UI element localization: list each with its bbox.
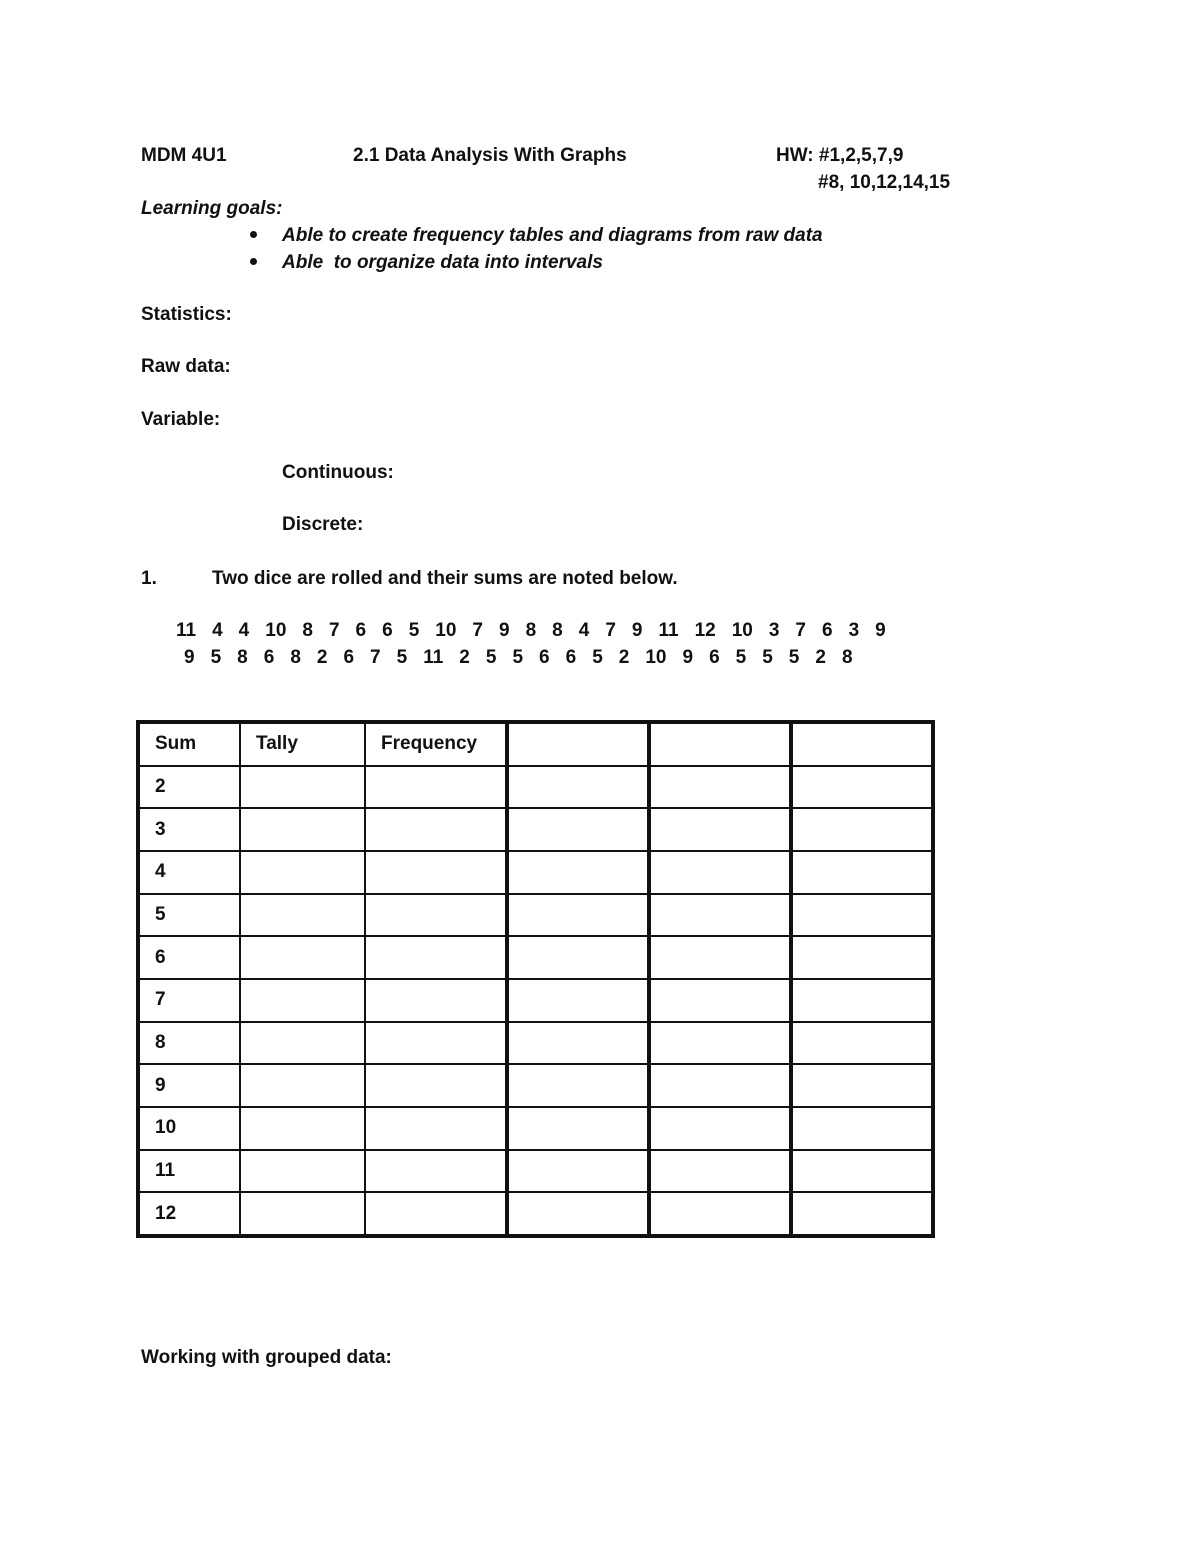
- table-row: [138, 1107, 933, 1150]
- table-row: [138, 936, 933, 979]
- sum-cell: 2: [138, 766, 240, 809]
- blank-cell: [649, 894, 791, 937]
- table-row: [138, 1022, 933, 1065]
- table-row: [138, 851, 933, 894]
- raw-data-value: 6: [343, 647, 355, 668]
- term-discrete: Discrete:: [282, 514, 364, 535]
- blank-cell: [791, 1150, 933, 1193]
- raw-data-value: 5: [210, 647, 222, 668]
- blank-cell: [240, 766, 365, 809]
- sum-cell: 12: [138, 1192, 240, 1236]
- blank-cell: [507, 1192, 649, 1236]
- raw-data-value: 5: [408, 620, 420, 641]
- raw-data-row-1: [176, 621, 902, 640]
- table-header-cell: [791, 722, 933, 766]
- blank-cell: [791, 1022, 933, 1065]
- sum-cell: 11: [138, 1150, 240, 1193]
- sum-cell: 7: [138, 979, 240, 1022]
- raw-data-value: 7: [605, 620, 616, 641]
- table-row: [138, 808, 933, 851]
- raw-data-value: 6: [822, 620, 833, 641]
- blank-cell: [240, 1150, 365, 1193]
- blank-cell: [240, 936, 365, 979]
- blank-cell: [791, 979, 933, 1022]
- raw-data-value: 8: [302, 620, 313, 641]
- blank-cell: [507, 979, 649, 1022]
- blank-cell: [791, 1064, 933, 1107]
- learning-goal-item: Able to create frequency tables and diagrams from raw data: [282, 225, 823, 246]
- homework-line-2: #8, 10,12,14,15: [818, 172, 951, 193]
- raw-data-value: 9: [499, 620, 510, 641]
- table-header-cell: Frequency: [365, 722, 507, 766]
- blank-cell: [365, 894, 507, 937]
- frequency-table: [136, 720, 935, 1238]
- question-text: Two dice are rolled and their sums are noted below.: [212, 568, 678, 589]
- blank-cell: [365, 1192, 507, 1236]
- raw-data-value: 5: [735, 647, 747, 668]
- raw-data-value: 12: [694, 620, 716, 641]
- raw-data-value: 6: [709, 647, 720, 668]
- blank-cell: [507, 1064, 649, 1107]
- raw-data-value: 5: [592, 647, 603, 668]
- blank-cell: [507, 766, 649, 809]
- table-row: [138, 1150, 933, 1193]
- raw-data-value: 11: [658, 620, 679, 641]
- grouped-data-heading: Working with grouped data:: [141, 1347, 392, 1368]
- blank-cell: [240, 894, 365, 937]
- raw-data-value: 11: [423, 647, 444, 668]
- term-statistics: Statistics:: [141, 304, 232, 325]
- blank-cell: [507, 1022, 649, 1065]
- raw-data-value: 7: [328, 620, 340, 641]
- sum-cell: 4: [138, 851, 240, 894]
- raw-data-row-2: [184, 648, 869, 667]
- raw-data-value: 2: [316, 647, 328, 668]
- raw-data-value: 3: [848, 620, 860, 641]
- raw-data-value: 3: [768, 620, 780, 641]
- raw-data-value: 2: [459, 647, 470, 668]
- raw-data-value: 5: [396, 647, 408, 668]
- raw-data-value: 8: [237, 647, 248, 668]
- blank-cell: [507, 936, 649, 979]
- raw-data-value: 6: [263, 647, 275, 668]
- blank-cell: [649, 1107, 791, 1150]
- raw-data-value: 8: [552, 620, 563, 641]
- raw-data-value: 8: [525, 620, 537, 641]
- term-raw-data: Raw data:: [141, 356, 231, 377]
- blank-cell: [507, 894, 649, 937]
- blank-cell: [791, 936, 933, 979]
- learning-goal-item: Able to organize data into intervals: [282, 252, 603, 273]
- raw-data-value: 5: [512, 647, 524, 668]
- blank-cell: [365, 979, 507, 1022]
- table-header-cell: Tally: [240, 722, 365, 766]
- raw-data-value: 4: [212, 620, 223, 641]
- blank-cell: [507, 1107, 649, 1150]
- blank-cell: [240, 851, 365, 894]
- homework-line-1: HW: #1,2,5,7,9: [776, 145, 904, 166]
- raw-data-value: 4: [238, 620, 250, 641]
- blank-cell: [791, 1192, 933, 1236]
- table-row: [138, 1192, 933, 1236]
- sum-cell: 9: [138, 1064, 240, 1107]
- blank-cell: [240, 808, 365, 851]
- table-header-cell: Sum: [138, 722, 240, 766]
- blank-cell: [240, 1192, 365, 1236]
- table-row: [138, 894, 933, 937]
- table-header-row: [138, 722, 933, 766]
- blank-cell: [240, 979, 365, 1022]
- blank-cell: [240, 1064, 365, 1107]
- blank-cell: [507, 808, 649, 851]
- sum-cell: 6: [138, 936, 240, 979]
- blank-cell: [365, 1022, 507, 1065]
- blank-cell: [507, 1150, 649, 1193]
- term-continuous: Continuous:: [282, 462, 394, 483]
- raw-data-value: 5: [485, 647, 497, 668]
- raw-data-value: 10: [265, 620, 287, 641]
- blank-cell: [649, 1022, 791, 1065]
- table-row: [138, 766, 933, 809]
- raw-data-value: 2: [618, 647, 630, 668]
- blank-cell: [240, 1107, 365, 1150]
- table-row: [138, 979, 933, 1022]
- blank-cell: [365, 851, 507, 894]
- raw-data-value: 2: [815, 647, 826, 668]
- raw-data-value: 7: [795, 620, 806, 641]
- bullet-icon: [250, 231, 257, 238]
- raw-data-value: 6: [565, 647, 577, 668]
- blank-cell: [649, 979, 791, 1022]
- raw-data-value: 6: [382, 620, 393, 641]
- raw-data-value: 11: [176, 620, 197, 641]
- raw-data-value: 10: [435, 620, 457, 641]
- sum-cell: 5: [138, 894, 240, 937]
- blank-cell: [649, 1064, 791, 1107]
- raw-data-value: 10: [731, 620, 753, 641]
- raw-data-value: 7: [472, 620, 483, 641]
- blank-cell: [365, 808, 507, 851]
- table-header-cell: [649, 722, 791, 766]
- blank-cell: [507, 851, 649, 894]
- page-title: 2.1 Data Analysis With Graphs: [353, 145, 627, 166]
- blank-cell: [365, 766, 507, 809]
- sum-cell: 3: [138, 808, 240, 851]
- blank-cell: [365, 1150, 507, 1193]
- blank-cell: [791, 1107, 933, 1150]
- blank-cell: [649, 851, 791, 894]
- blank-cell: [365, 1107, 507, 1150]
- blank-cell: [649, 936, 791, 979]
- sum-cell: 10: [138, 1107, 240, 1150]
- blank-cell: [649, 766, 791, 809]
- question-number: 1.: [141, 568, 157, 589]
- raw-data-value: 6: [355, 620, 367, 641]
- blank-cell: [240, 1022, 365, 1065]
- raw-data-value: 5: [788, 647, 800, 668]
- raw-data-value: 8: [290, 647, 301, 668]
- table-row: [138, 1064, 933, 1107]
- sum-cell: 8: [138, 1022, 240, 1065]
- blank-cell: [791, 808, 933, 851]
- blank-cell: [791, 766, 933, 809]
- blank-cell: [365, 1064, 507, 1107]
- blank-cell: [649, 1150, 791, 1193]
- raw-data-value: 9: [682, 647, 694, 668]
- raw-data-value: 9: [184, 647, 195, 668]
- raw-data-value: 8: [841, 647, 853, 668]
- blank-cell: [791, 851, 933, 894]
- raw-data-value: 9: [875, 620, 886, 641]
- raw-data-value: 10: [645, 647, 667, 668]
- blank-cell: [649, 1192, 791, 1236]
- bullet-icon: [250, 258, 257, 265]
- course-code: MDM 4U1: [141, 145, 227, 166]
- raw-data-value: 5: [762, 647, 773, 668]
- raw-data-value: 9: [631, 620, 643, 641]
- term-variable: Variable:: [141, 409, 221, 430]
- raw-data-value: 7: [370, 647, 381, 668]
- table-header-cell: [507, 722, 649, 766]
- blank-cell: [365, 936, 507, 979]
- blank-cell: [649, 808, 791, 851]
- raw-data-value: 4: [578, 620, 590, 641]
- learning-goals-heading: Learning goals:: [141, 198, 283, 219]
- raw-data-value: 6: [539, 647, 550, 668]
- blank-cell: [791, 894, 933, 937]
